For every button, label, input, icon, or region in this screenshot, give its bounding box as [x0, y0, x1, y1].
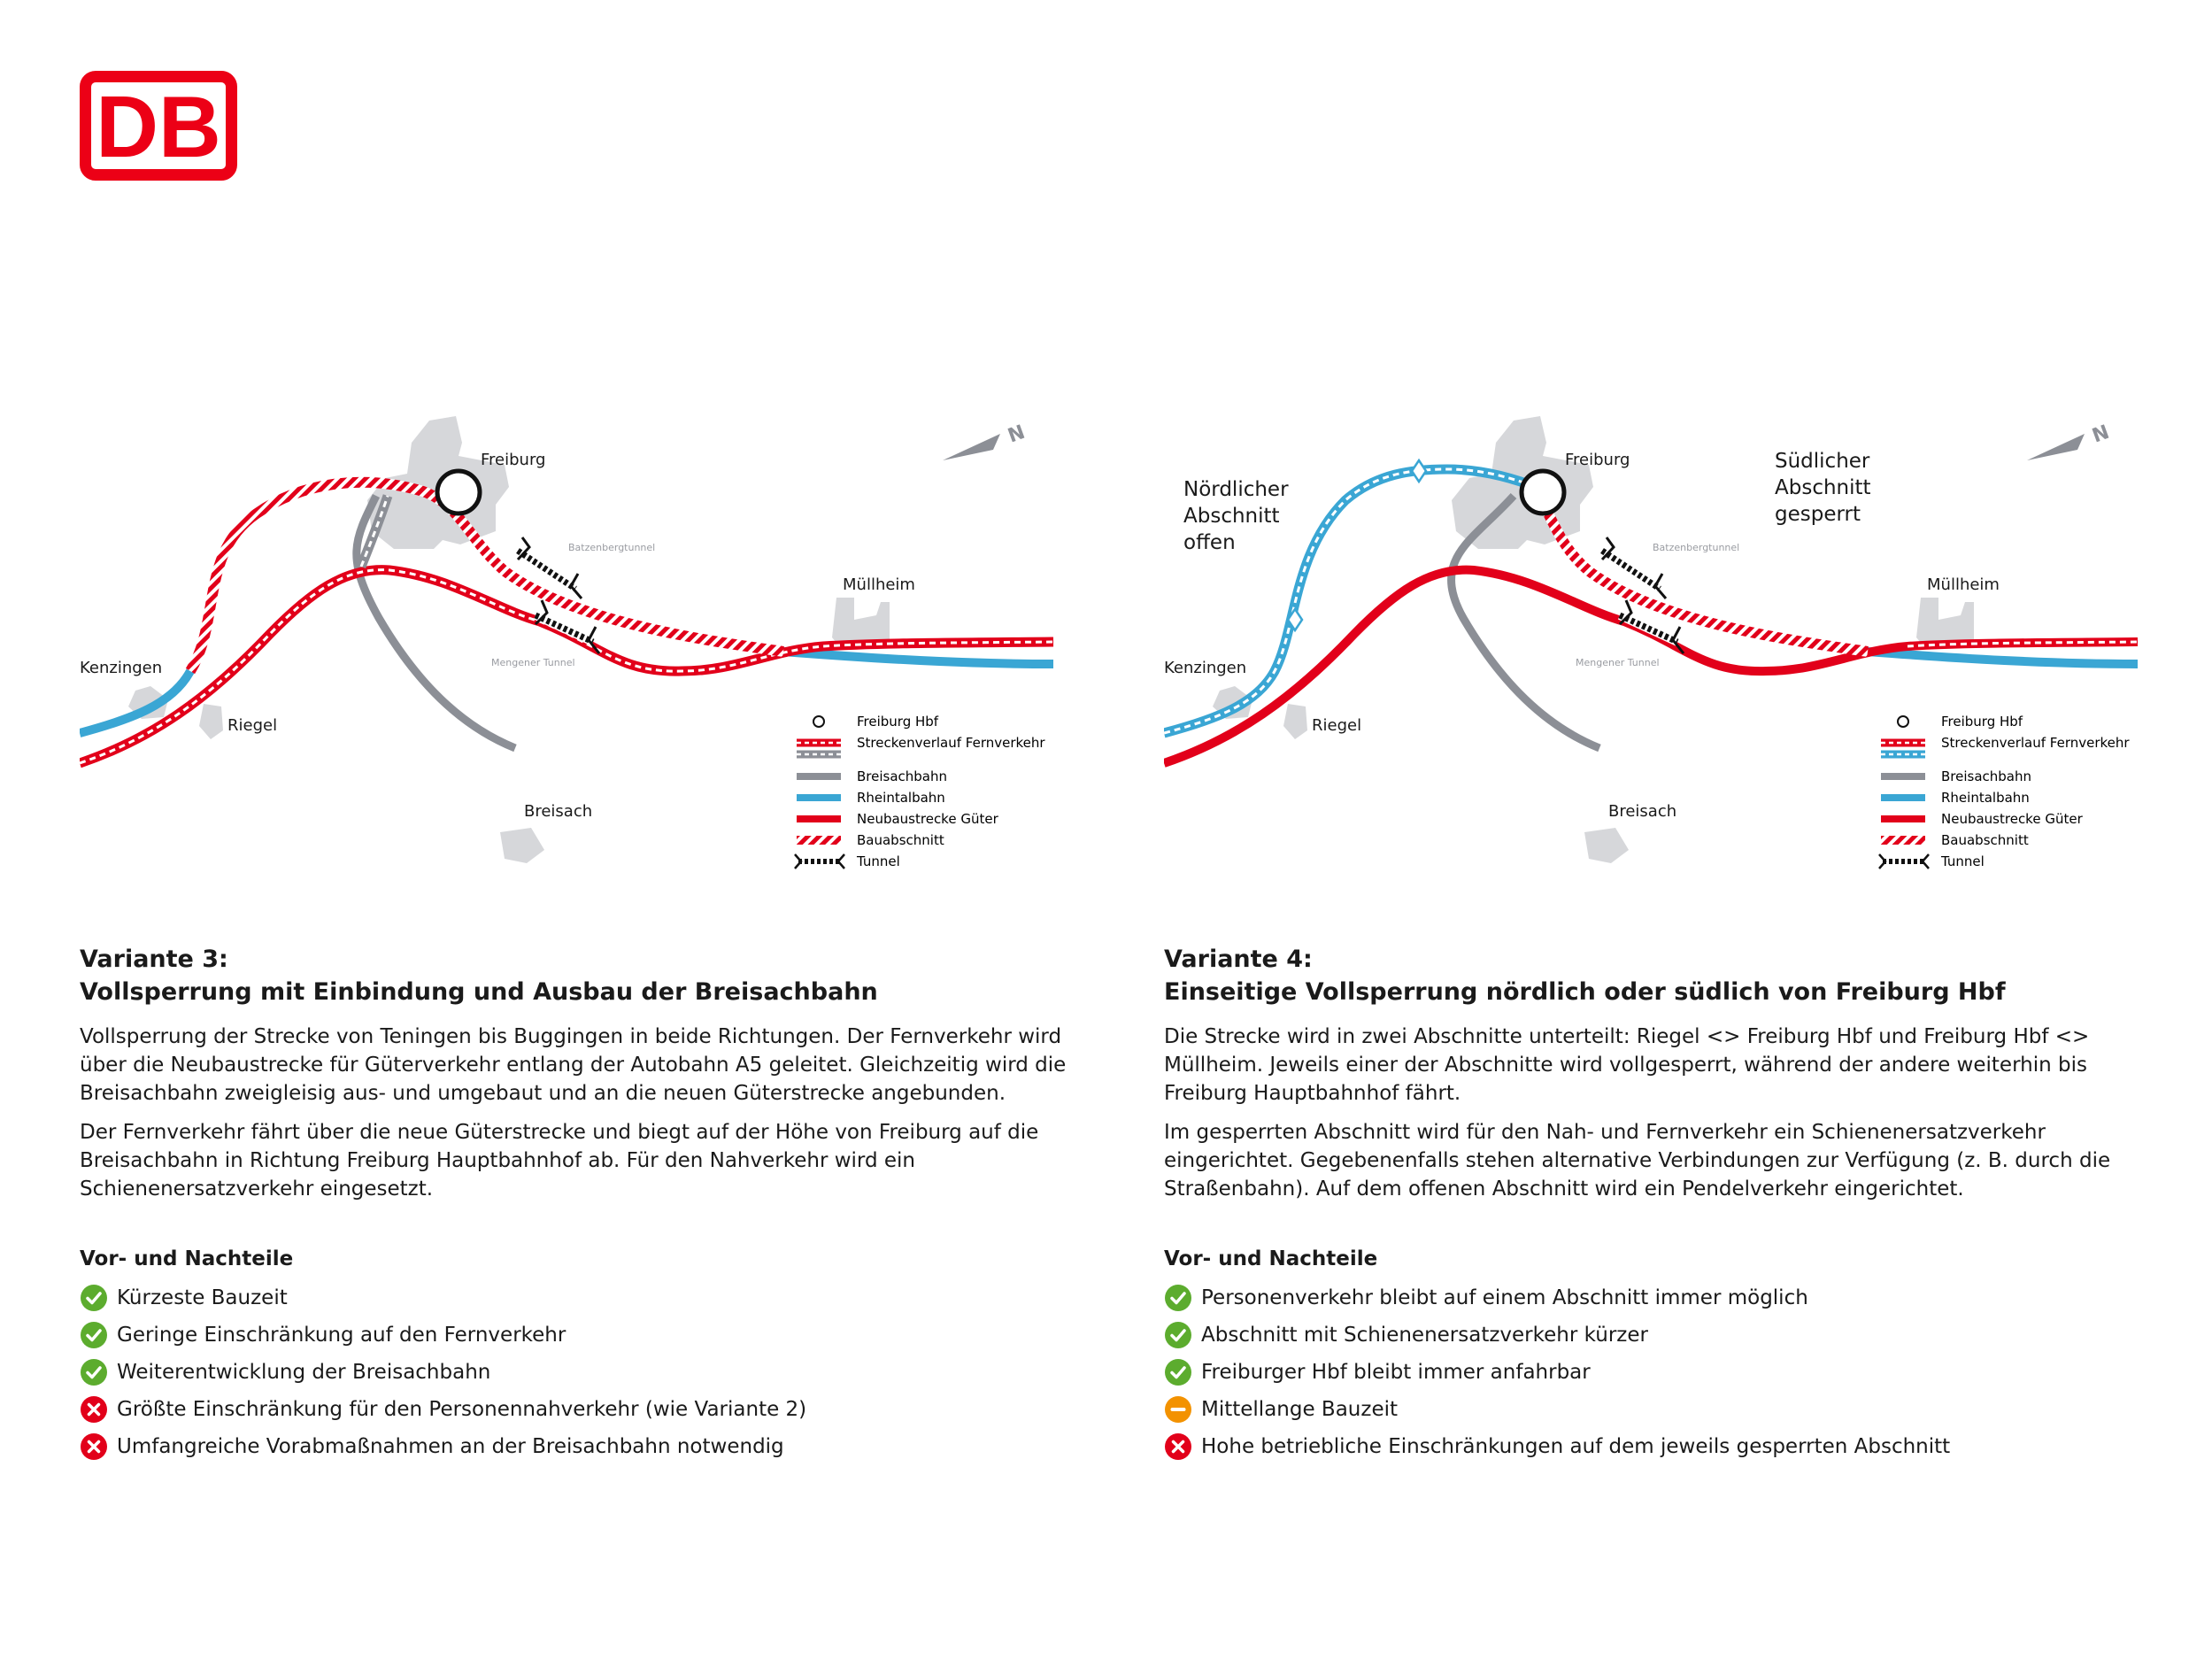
legend-gueter-label: Neubaustrecke Güter	[1941, 811, 2083, 827]
label-kenzingen: Kenzingen	[80, 659, 163, 677]
variante-4-title-line2: Einseitige Vollsperrung nördlich oder südlich von Freiburg Hbf	[1164, 978, 2006, 1006]
label-muellheim: Müllheim	[1927, 575, 2000, 594]
variante-4-panel	[1164, 390, 2173, 1540]
check-icon	[80, 1321, 108, 1349]
riegel-town	[199, 704, 223, 739]
north-arrow-icon	[943, 421, 1028, 460]
variante-3-title-line2: Vollsperrung mit Einbindung und Ausbau der Breisachbahn	[80, 978, 878, 1006]
list-item	[80, 1316, 1071, 1354]
legend-breisachbahn-label: Breisachbahn	[857, 768, 948, 784]
variante-4-title	[1164, 943, 2155, 1008]
con-text: Hohe betriebliche Einschränkungen auf dem jeweils gesperrten Abschnitt	[1201, 1435, 1951, 1458]
legend-tunnel-label: Tunnel	[1941, 853, 1985, 869]
variante-4-pros-list	[1164, 1279, 2155, 1465]
annotation-south-closed-2: Abschnitt	[1775, 476, 1871, 499]
rheintalbahn-south-line	[783, 652, 1053, 664]
legend-gueter-label: Neubaustrecke Güter	[857, 811, 998, 827]
db-logo	[80, 71, 237, 181]
rheintalbahn-south-line	[1868, 652, 2138, 664]
label-mengener-tunnel: Mengener Tunnel	[1576, 657, 1660, 668]
label-freiburg: Freiburg	[1565, 451, 1630, 469]
variante-4-paragraph-1: Die Strecke wird in zwei Abschnitte unterteilt: Riegel <> Freiburg Hbf und Freiburg Hbf <> Müllheim. Jeweils einer der Abschnitte wird vollgesperrt, während der andere weiterhin bis Freiburg Hauptbahnhof fährt.	[1164, 1025, 2090, 1105]
pro-text: Weiterentwicklung der Breisachbahn	[117, 1361, 491, 1384]
check-icon	[1164, 1358, 1192, 1386]
variante-3-title-line1: Variante 3:	[80, 946, 228, 973]
legend-fernverkehr-label: Streckenverlauf Fernverkehr	[857, 735, 1045, 751]
list-item	[80, 1428, 1071, 1465]
legend-rheintalbahn-label: Rheintalbahn	[857, 790, 945, 806]
cross-icon	[80, 1432, 108, 1461]
variante-4-text	[1164, 943, 2155, 1465]
con-text: Größte Einschränkung für den Personennahverkehr (wie Variante 2)	[117, 1398, 807, 1421]
annotation-south-closed-3: gesperrt	[1775, 503, 1861, 526]
check-icon	[80, 1284, 108, 1312]
legend-station-icon	[813, 716, 824, 727]
riegel-town	[1283, 704, 1307, 739]
legend-breisachbahn-label: Breisachbahn	[1941, 768, 2032, 784]
freiburg-hbf-station	[1522, 471, 1564, 513]
variante-4-pros-heading: Vor- und Nachteile	[1164, 1247, 1378, 1270]
list-item	[1164, 1316, 2155, 1354]
annotation-north-open-2: Abschnitt	[1183, 505, 1280, 528]
variante-3-map	[80, 390, 1089, 885]
variante-3-panel	[80, 390, 1089, 1540]
list-item	[80, 1391, 1071, 1428]
legend-station-label: Freiburg Hbf	[1941, 714, 2023, 730]
variante-3-pros-heading: Vor- und Nachteile	[80, 1247, 294, 1270]
label-freiburg: Freiburg	[481, 451, 546, 469]
label-kenzingen: Kenzingen	[1164, 659, 1247, 677]
legend-tunnel-label: Tunnel	[857, 853, 900, 869]
north-label: N	[1005, 421, 1029, 448]
north-label: N	[2089, 421, 2113, 448]
map-legend	[795, 714, 1045, 869]
db-logo-text: DB	[96, 82, 221, 169]
pro-text: Geringe Einschränkung auf den Fernverkehr	[117, 1324, 566, 1347]
check-icon	[80, 1358, 108, 1386]
breisach-town	[1584, 828, 1629, 863]
legend-bau-label: Bauabschnitt	[857, 832, 944, 848]
legend-fernverkehr-label: Streckenverlauf Fernverkehr	[1941, 735, 2130, 751]
variante-3-title	[80, 943, 1071, 1008]
check-icon	[1164, 1321, 1192, 1349]
cross-icon	[80, 1395, 108, 1424]
north-arrow-icon	[2027, 421, 2112, 460]
pro-text: Personenverkehr bleibt auf einem Abschnitt immer möglich	[1201, 1286, 1808, 1309]
variante-3-pros-list	[80, 1279, 1071, 1465]
legend-station-label: Freiburg Hbf	[857, 714, 939, 730]
label-riegel: Riegel	[227, 716, 278, 735]
neutral-text: Mittellange Bauzeit	[1201, 1398, 1399, 1421]
minus-icon	[1164, 1395, 1192, 1424]
pro-text: Freiburger Hbf bleibt immer anfahrbar	[1201, 1361, 1591, 1384]
label-muellheim: Müllheim	[843, 575, 915, 594]
variante-3-paragraph-2: Der Fernverkehr fährt über die neue Güterstrecke und biegt auf der Höhe von Freiburg auf die Breisachbahn in Richtung Freiburg Hauptbahnhof ab. Für den Nahverkehr wird ein Schienenersatzverkehr eingesetzt.	[80, 1121, 1039, 1201]
list-item	[80, 1354, 1071, 1391]
label-mengener-tunnel: Mengener Tunnel	[491, 657, 575, 668]
variante-4-paragraph-2: Im gesperrten Abschnitt wird für den Nah- und Fernverkehr ein Schienenersatzverkehr eingerichtet. Gegebenenfalls stehen alternative Verbindungen zur Verfügung (z. B. durch die Straßenbahn). Auf dem offenen Abschnitt wird ein Pendelverkehr eingerichtet.	[1164, 1121, 2111, 1201]
annotation-south-closed-1: Südlicher	[1775, 450, 1870, 473]
variante-3-paragraph-1: Vollsperrung der Strecke von Teningen bis Buggingen in beide Richtungen. Der Fernverkehr wird über die Neubaustrecke für Güterverkehr entlang der Autobahn A5 geleitet. Gleichzeitig wird die Breisachbahn zweigleisig aus- und umgebaut und an die neuen Güterstrecke angebunden.	[80, 1025, 1067, 1105]
label-batzenbergtunnel: Batzenbergtunnel	[1653, 542, 1740, 553]
breisach-town	[500, 828, 544, 863]
map-legend	[1879, 714, 2130, 869]
cross-icon	[1164, 1432, 1192, 1461]
town-areas	[128, 416, 890, 863]
label-batzenbergtunnel: Batzenbergtunnel	[568, 542, 656, 553]
annotation-north-open-1: Nördlicher	[1183, 478, 1289, 501]
con-text: Umfangreiche Vorabmaßnahmen an der Breisachbahn notwendig	[117, 1435, 784, 1458]
variante-3-text	[80, 943, 1071, 1465]
label-breisach: Breisach	[524, 802, 593, 821]
annotation-north-open-3: offen	[1183, 531, 1236, 554]
list-item	[1164, 1391, 2155, 1428]
freiburg-hbf-station	[437, 471, 480, 513]
list-item	[1164, 1354, 2155, 1391]
label-riegel: Riegel	[1312, 716, 1362, 735]
legend-bau-label: Bauabschnitt	[1941, 832, 2029, 848]
legend-rheintalbahn-label: Rheintalbahn	[1941, 790, 2030, 806]
list-item	[80, 1279, 1071, 1316]
check-icon	[1164, 1284, 1192, 1312]
variante-4-title-line1: Variante 4:	[1164, 946, 1313, 973]
pro-text: Kürzeste Bauzeit	[117, 1286, 288, 1309]
list-item	[1164, 1279, 2155, 1316]
legend-station-icon	[1898, 716, 1908, 727]
variante-4-map	[1164, 390, 2173, 885]
label-breisach: Breisach	[1608, 802, 1677, 821]
list-item	[1164, 1428, 2155, 1465]
pro-text: Abschnitt mit Schienenersatzverkehr kürzer	[1201, 1324, 1648, 1347]
